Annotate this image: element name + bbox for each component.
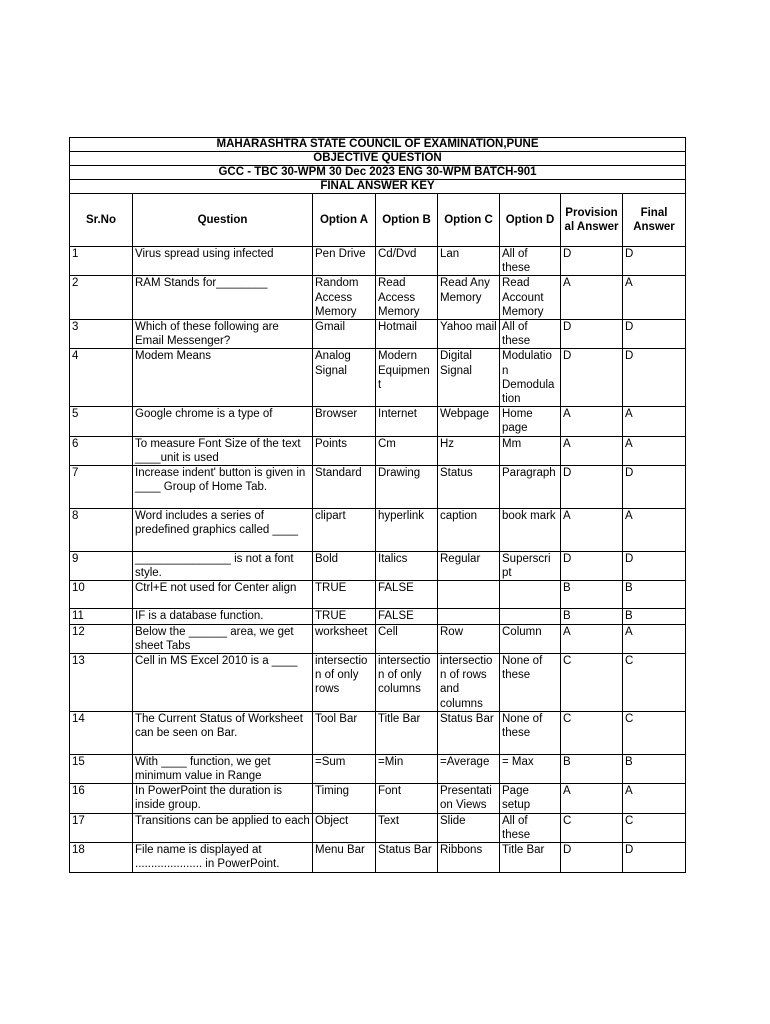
option-d-cell [500, 581, 561, 609]
sr-no-cell: 12 [70, 624, 133, 653]
final-answer-cell: A [623, 407, 686, 436]
final-answer-cell: A [623, 784, 686, 813]
col-header-srno: Sr.No [70, 194, 133, 247]
option-c-cell: Presentati on Views [438, 784, 500, 813]
table-row [70, 581, 686, 609]
option-d-cell: All of these [500, 320, 561, 349]
question-cell: Google chrome is a type of [133, 407, 313, 436]
option-d-cell: book mark [500, 509, 561, 552]
col-header-option-c: Option C [438, 194, 500, 247]
question-cell: Modem Means [133, 349, 313, 407]
option-a-cell: Pen Drive [313, 247, 376, 276]
question-cell: To measure Font Size of the text ____unit is used [133, 436, 313, 465]
option-c-cell: Yahoo mail [438, 320, 500, 349]
provisional-answer-cell: B [561, 609, 623, 624]
option-a-cell: Object [313, 813, 376, 842]
table-row [70, 407, 686, 436]
question-cell: Transitions can be applied to each [133, 813, 313, 842]
option-c-cell: intersectio n of rows and columns [438, 654, 500, 712]
provisional-answer-cell: A [561, 276, 623, 320]
option-d-cell: = Max [500, 754, 561, 783]
provisional-answer-cell: A [561, 407, 623, 436]
option-d-cell: Column [500, 624, 561, 653]
option-b-cell: FALSE [376, 609, 438, 624]
option-a-cell: clipart [313, 509, 376, 552]
option-a-cell: Analog Signal [313, 349, 376, 407]
table-row [70, 320, 686, 349]
option-d-cell: All of these [500, 247, 561, 276]
option-a-cell: TRUE [313, 609, 376, 624]
answer-key-row [70, 180, 686, 194]
final-answer-cell: A [623, 276, 686, 320]
option-b-cell: =Min [376, 754, 438, 783]
option-a-cell: Random Access Memory [313, 276, 376, 320]
option-a-cell: Points [313, 436, 376, 465]
option-d-cell: Mm [500, 436, 561, 465]
option-b-cell: FALSE [376, 581, 438, 609]
sr-no-cell: 4 [70, 349, 133, 407]
option-d-cell: Modulatio n Demodula tion [500, 349, 561, 407]
sr-no-cell: 10 [70, 581, 133, 609]
question-cell: RAM Stands for________ [133, 276, 313, 320]
option-a-cell: Gmail [313, 320, 376, 349]
final-answer-cell: D [623, 320, 686, 349]
table-row [70, 784, 686, 813]
sr-no-cell: 2 [70, 276, 133, 320]
option-b-cell: Modern Equipmen t [376, 349, 438, 407]
sr-no-cell: 16 [70, 784, 133, 813]
option-c-cell: Ribbons [438, 843, 500, 872]
question-cell: In PowerPoint the duration is inside group. [133, 784, 313, 813]
option-b-cell: Italics [376, 552, 438, 581]
col-header-provisional: Provisional Answer [561, 194, 623, 247]
table-row [70, 552, 686, 581]
option-d-cell: Superscri pt [500, 552, 561, 581]
option-b-cell: Cell [376, 624, 438, 653]
question-cell: Below the ______ area, we get sheet Tabs [133, 624, 313, 653]
table-row [70, 609, 686, 624]
sr-no-cell: 14 [70, 711, 133, 754]
option-d-cell: Paragraph [500, 466, 561, 509]
sr-no-cell: 18 [70, 843, 133, 872]
option-c-cell: Digital Signal [438, 349, 500, 407]
sr-no-cell: 11 [70, 609, 133, 624]
option-d-cell: All of these [500, 813, 561, 842]
option-b-cell: Text [376, 813, 438, 842]
table-row [70, 754, 686, 783]
column-header-row [70, 194, 686, 247]
final-answer-cell: D [623, 843, 686, 872]
col-header-final: Final Answer [623, 194, 686, 247]
option-a-cell: Menu Bar [313, 843, 376, 872]
option-c-cell: Hz [438, 436, 500, 465]
sr-no-cell: 13 [70, 654, 133, 712]
sr-no-cell: 6 [70, 436, 133, 465]
answer-rows [70, 247, 686, 873]
provisional-answer-cell: C [561, 813, 623, 842]
provisional-answer-cell: A [561, 509, 623, 552]
option-a-cell: worksheet [313, 624, 376, 653]
col-header-option-a: Option A [313, 194, 376, 247]
option-a-cell: Timing [313, 784, 376, 813]
final-answer-cell: B [623, 609, 686, 624]
option-c-cell: Status Bar [438, 711, 500, 754]
option-b-cell: Font [376, 784, 438, 813]
final-answer-cell: D [623, 552, 686, 581]
question-cell: Virus spread using infected [133, 247, 313, 276]
provisional-answer-cell: A [561, 624, 623, 653]
option-c-cell: Webpage [438, 407, 500, 436]
final-answer-cell: D [623, 349, 686, 407]
option-a-cell: intersectio n of only rows [313, 654, 376, 712]
final-answer-cell: C [623, 711, 686, 754]
provisional-answer-cell: D [561, 466, 623, 509]
option-c-cell: caption [438, 509, 500, 552]
table-row [70, 276, 686, 320]
provisional-answer-cell: D [561, 843, 623, 872]
option-d-cell: Title Bar [500, 843, 561, 872]
provisional-answer-cell: C [561, 654, 623, 712]
sr-no-cell: 17 [70, 813, 133, 842]
option-d-cell [500, 609, 561, 624]
question-cell: The Current Status of Worksheet can be seen on Bar. [133, 711, 313, 754]
provisional-answer-cell: D [561, 320, 623, 349]
option-c-cell: =Average [438, 754, 500, 783]
sr-no-cell: 9 [70, 552, 133, 581]
option-c-cell: Read Any Memory [438, 276, 500, 320]
option-d-cell: None of these [500, 711, 561, 754]
table-row [70, 466, 686, 509]
question-cell: Cell in MS Excel 2010 is a ____ [133, 654, 313, 712]
final-answer-cell: A [623, 436, 686, 465]
provisional-answer-cell: D [561, 552, 623, 581]
option-c-cell: Slide [438, 813, 500, 842]
question-cell: Which of these following are Email Messenger? [133, 320, 313, 349]
final-answer-cell: B [623, 754, 686, 783]
final-answer-cell: D [623, 247, 686, 276]
option-b-cell: Drawing [376, 466, 438, 509]
answer-key-table [69, 137, 686, 873]
option-a-cell: Browser [313, 407, 376, 436]
provisional-answer-cell: A [561, 436, 623, 465]
table-row [70, 624, 686, 653]
final-answer-cell: B [623, 581, 686, 609]
objective-question-title: OBJECTIVE QUESTION [70, 152, 686, 166]
provisional-answer-cell: B [561, 581, 623, 609]
option-b-cell: Cm [376, 436, 438, 465]
sr-no-cell: 8 [70, 509, 133, 552]
option-a-cell: TRUE [313, 581, 376, 609]
option-a-cell: =Sum [313, 754, 376, 783]
sr-no-cell: 5 [70, 407, 133, 436]
option-a-cell: Standard [313, 466, 376, 509]
sr-no-cell: 15 [70, 754, 133, 783]
title-row [70, 138, 686, 152]
option-b-cell: hyperlink [376, 509, 438, 552]
final-answer-cell: D [623, 466, 686, 509]
sr-no-cell: 3 [70, 320, 133, 349]
provisional-answer-cell: B [561, 754, 623, 783]
option-c-cell [438, 581, 500, 609]
sr-no-cell: 7 [70, 466, 133, 509]
question-cell: Increase indent' button is given in ____ Group of Home Tab. [133, 466, 313, 509]
option-c-cell [438, 609, 500, 624]
table-row [70, 711, 686, 754]
table-row [70, 247, 686, 276]
option-b-cell: intersectio n of only columns [376, 654, 438, 712]
question-cell: File name is displayed at ..................... in PowerPoint. [133, 843, 313, 872]
provisional-answer-cell: A [561, 784, 623, 813]
option-b-cell: Title Bar [376, 711, 438, 754]
option-c-cell: Regular [438, 552, 500, 581]
option-d-cell: Read Account Memory [500, 276, 561, 320]
option-b-cell: Cd/Dvd [376, 247, 438, 276]
table-row [70, 436, 686, 465]
table-row [70, 843, 686, 872]
option-c-cell: Lan [438, 247, 500, 276]
table-row [70, 813, 686, 842]
option-d-cell: Home page [500, 407, 561, 436]
question-cell: Word includes a series of predefined graphics called ____ [133, 509, 313, 552]
table-row [70, 509, 686, 552]
sr-no-cell: 1 [70, 247, 133, 276]
option-c-cell: Status [438, 466, 500, 509]
option-b-cell: Hotmail [376, 320, 438, 349]
subtitle-row [70, 152, 686, 166]
question-cell: With ____ function, we get minimum value in Range [133, 754, 313, 783]
final-answer-cell: C [623, 654, 686, 712]
col-header-option-b: Option B [376, 194, 438, 247]
option-b-cell: Status Bar [376, 843, 438, 872]
council-title: MAHARASHTRA STATE COUNCIL OF EXAMINATION,PUNE [70, 138, 686, 152]
final-answer-cell: A [623, 509, 686, 552]
option-d-cell: None of these [500, 654, 561, 712]
table-row [70, 654, 686, 712]
question-cell: IF is a database function. [133, 609, 313, 624]
option-c-cell: Row [438, 624, 500, 653]
batch-row [70, 166, 686, 180]
provisional-answer-cell: C [561, 711, 623, 754]
question-cell: Ctrl+E not used for Center align [133, 581, 313, 609]
option-a-cell: Bold [313, 552, 376, 581]
provisional-answer-cell: D [561, 349, 623, 407]
table-row [70, 349, 686, 407]
option-b-cell: Read Access Memory [376, 276, 438, 320]
option-a-cell: Tool Bar [313, 711, 376, 754]
provisional-answer-cell: D [561, 247, 623, 276]
final-answer-cell: C [623, 813, 686, 842]
col-header-question: Question [133, 194, 313, 247]
option-d-cell: Page setup [500, 784, 561, 813]
option-b-cell: Internet [376, 407, 438, 436]
batch-title: GCC - TBC 30-WPM 30 Dec 2023 ENG 30-WPM BATCH-901 [70, 166, 686, 180]
final-answer-key-title: FINAL ANSWER KEY [70, 180, 686, 194]
final-answer-cell: A [623, 624, 686, 653]
col-header-option-d: Option D [500, 194, 561, 247]
question-cell: _______________ is not a font style. [133, 552, 313, 581]
